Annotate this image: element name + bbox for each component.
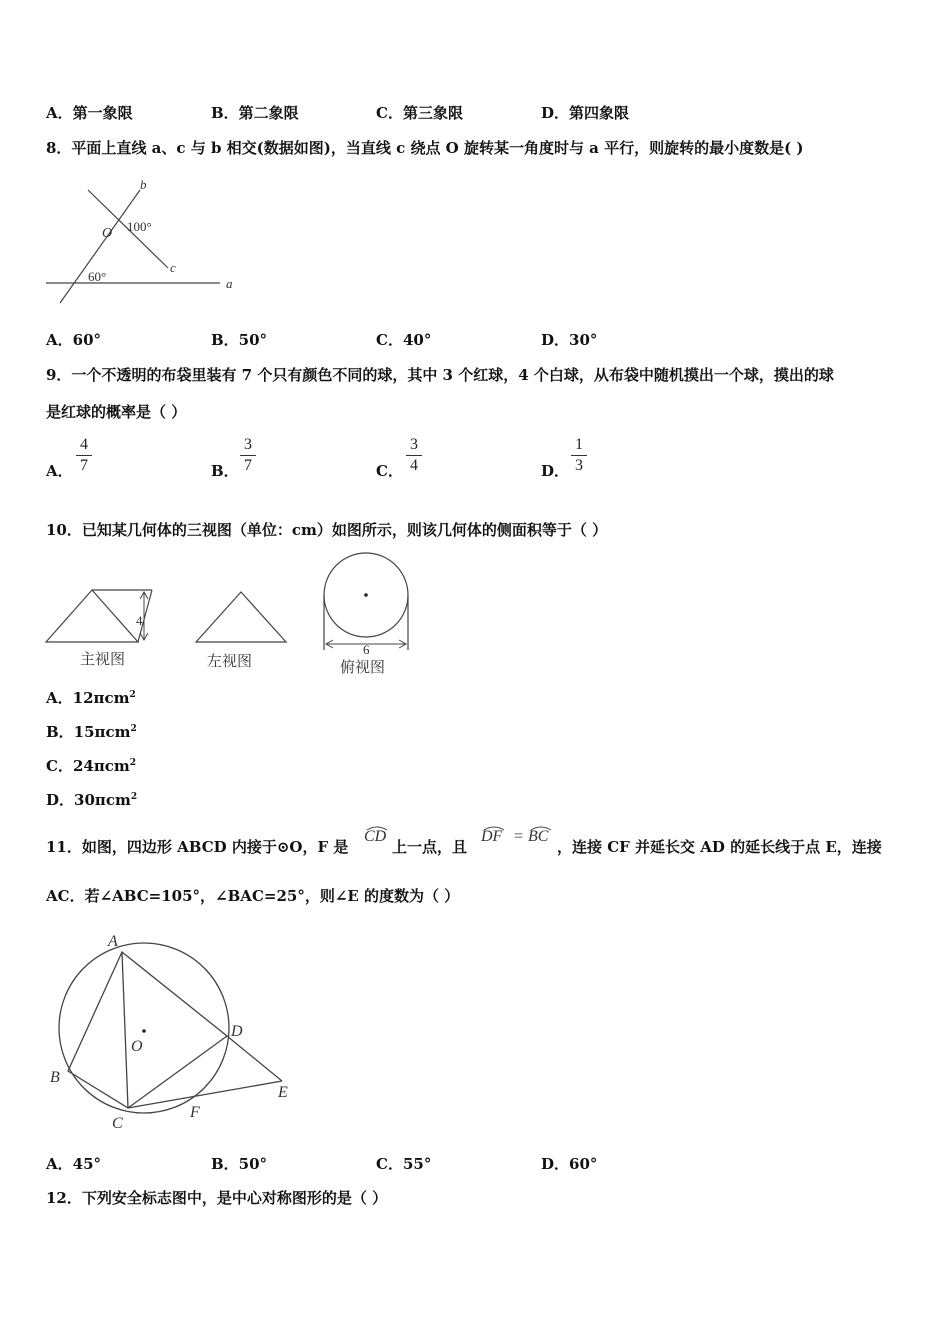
q8-option-a: A．60° [46,331,102,349]
q10-option-d-sup: 2 [130,792,138,802]
q10-option-c-text: C．24πcm [46,757,130,775]
q10-front-view-triangle [46,590,138,642]
q8-option-c: C．40° [376,331,432,349]
q9-option-c-label: C． [376,462,403,480]
q8-line-b [60,190,140,303]
q9-stem-line2: 是红球的概率是（ ） [46,403,187,421]
q11-center-dot [142,1029,146,1033]
q11-label-a: A [108,933,118,950]
q11-option-c: C．55° [376,1155,432,1173]
q11-line-de [227,1036,282,1081]
q11-arc-cd-label: CD [364,828,387,845]
q11-label-c: C [112,1115,123,1132]
q11-equals: = [513,828,524,845]
q11-arc-bc-icon [530,825,552,831]
q8-option-b: B．50° [211,331,268,349]
q9-option-d-den: 3 [575,457,583,474]
q11-stem-line2: AC．若∠ABC=105°，∠BAC=25°，则∠E 的度数为（ ） [46,887,460,905]
q9-option-a-num: 4 [80,436,88,453]
q10-top-caption: 俯视图 [340,660,386,676]
q7-option-b: B．第二象限 [211,104,299,122]
q8-label-o: O [102,226,113,241]
q11-option-a: A．45° [46,1155,102,1173]
q11-label-b: B [50,1069,60,1086]
q7-option-d: D．第四象限 [541,104,630,122]
q10-front-caption: 主视图 [80,652,126,668]
q8-label-100: 100° [127,219,152,234]
q11-circle [59,943,229,1113]
q11-figure [44,925,304,1140]
q11-stem-part3: ，连接 CF 并延长交 AD 的延长线于点 E，连接 [557,838,882,856]
q11-stem-part2: 上一点，且 [392,838,468,856]
q10-option-b-sup: 2 [130,724,137,734]
q8-label-b: b [140,177,147,192]
q9-option-d-label: D． [541,462,570,480]
q10-option-b [46,721,137,742]
q11-arc-df-icon [483,825,505,831]
q9-option-b-num: 3 [244,436,252,453]
q8-option-d: D．30° [541,331,598,349]
q9-option-c-fraction [406,436,422,475]
q10-figure [40,548,430,678]
q11-quadrilateral [68,952,227,1108]
q10-option-b-text: B．15πcm [46,723,131,741]
q10-left-caption: 左视图 [207,654,253,670]
q10-option-a-text: A．12πcm [46,689,130,707]
q11-label-o: O [131,1038,143,1055]
q10-option-c [46,755,136,776]
q8-label-60: 60° [88,269,107,284]
q12-stem: 12．下列安全标志图中，是中心对称图形的是（ ） [46,1189,388,1207]
q11-option-d: D．60° [541,1155,598,1173]
q11-option-b: B．50° [211,1155,268,1173]
q10-width-label: 6 [363,642,370,657]
q10-option-d [46,789,137,810]
q11-label-f: F [190,1104,200,1121]
q9-option-a-den: 7 [80,457,88,474]
q9-stem-line1: 9．一个不透明的布袋里装有 7 个只有颜色不同的球，其中 3 个红球，4 个白球，从布袋中随机摸出一个球，摸出的球 [46,366,834,384]
q8-figure [40,175,240,310]
q11-arc-bc-label: BC [528,828,549,845]
q9-option-a-fraction [76,436,92,475]
q10-option-d-text: D．30πcm [46,791,131,809]
q8-stem: 8．平面上直线 a、c 与 b 相交(数据如图)，当直线 c 绕点 O 旋转某一角度时与 a 平行，则旋转的最小度数是( ) [46,139,804,157]
q10-top-view-center [364,593,368,597]
q7-option-a: A．第一象限 [46,104,133,122]
q11-stem-part1: 11．如图，四边形 ABCD 内接于⊙O，F 是 [46,838,349,856]
q11-line-ce [128,1081,282,1108]
q11-arc-bc [528,828,548,846]
q11-line-ac [122,952,128,1108]
q9-option-b-fraction [240,436,256,475]
q9-option-d-fraction [571,436,587,475]
q9-option-d-num: 1 [575,436,583,453]
q10-left-view-triangle [196,592,286,642]
q10-stem: 10．已知某几何体的三视图（单位：cm）如图所示，则该几何体的侧面积等于（ ） [46,521,608,539]
q11-arc-df [481,828,502,846]
q8-label-c: c [170,260,176,275]
q10-height-label: 4 [136,613,143,628]
q8-label-a: a [226,276,233,291]
q10-option-a [46,687,136,708]
q11-label-e: E [278,1084,288,1101]
q11-label-d: D [231,1023,243,1040]
q7-option-c: C．第三象限 [376,104,463,122]
q11-arc-cd [364,828,386,846]
q9-option-a-label: A． [46,462,73,480]
q9-option-c-num: 3 [410,436,418,453]
q11-arc-df-label: DF [481,828,503,845]
q9-option-b-label: B． [211,462,239,480]
q11-arc-cd-icon [366,825,388,831]
q10-option-a-sup: 2 [129,690,136,700]
q9-option-c-den: 4 [410,457,418,474]
q9-option-b-den: 7 [244,457,252,474]
q10-option-c-sup: 2 [129,758,137,768]
